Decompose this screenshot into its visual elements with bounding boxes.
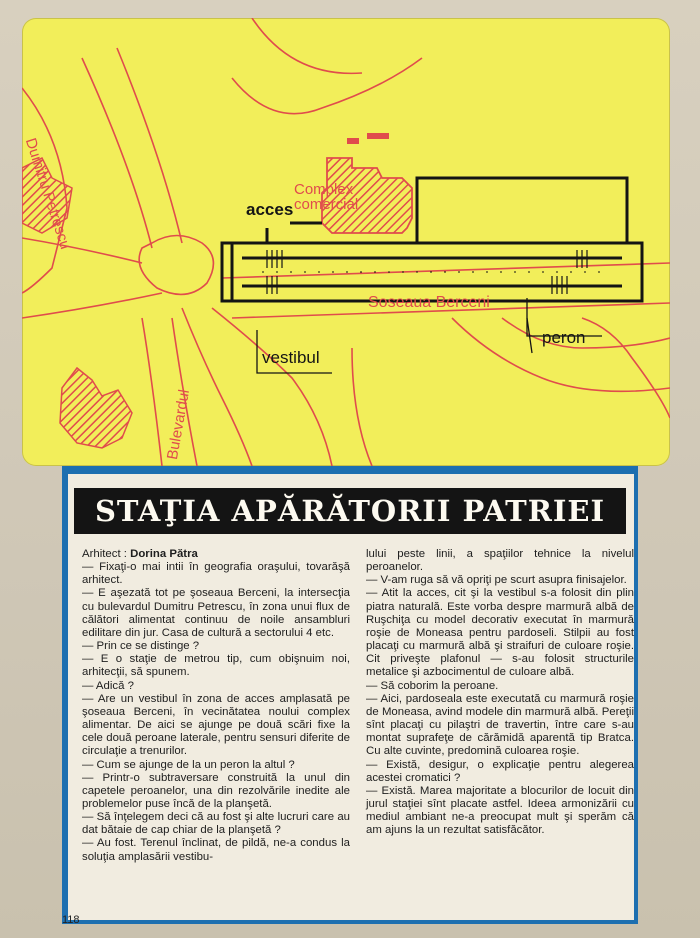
road-label-soseaua-berceni: Soseaua Berceni — [368, 294, 490, 311]
paragraph: — E o staţie de metrou tip, cum obişnuim noi, arhitecţii, să spunem. — [82, 653, 350, 679]
station-site-map — [22, 18, 670, 466]
article-title: STAŢIA APĂRĂTORII PATRIEI — [74, 488, 626, 534]
map-drawing — [22, 18, 670, 466]
platform-label: peron — [542, 328, 586, 347]
paragraph: — E aşezată tot pe şoseaua Berceni, la intersecţia cu bulevardul Dumitru Petrescu, în zona unui flux de călători alimentat continuu de noile ansambluri edilitare din jur. Casa de cultură a sectorului 4 etc. — [82, 587, 350, 639]
paragraph: — Printr-o subtraversare construită la unul din capetele peroanelor, una din rezolvările inedite ale problemelor puse încă de la planşetă. — [82, 771, 350, 810]
paragraph: — Există. Marea majoritate a blocurilor de locuit din jurul staţiei sînt placate astfel. Ideea armonizării cu mediul ambiant ne-a preocupat mult şi sperăm că am ajuns la un rezultat satisfăcător. — [366, 784, 634, 837]
paragraph: — Are un vestibul în zona de acces amplasată pe şoseaua Berceni, în vecinătatea noului complex alimentar. De aici se ajunge pe două scări fixe la cele două peroane laterale, pentru sensuri diferite de circulaţie a trenurilor. — [82, 692, 350, 758]
author-line — [82, 548, 350, 561]
paragraph: — Fixaţi-o mai intii în geografia oraşului, tovarăşă arhitect. — [82, 561, 350, 587]
page-number: 118 — [62, 914, 80, 926]
complex-label-line1: Complex — [294, 181, 354, 198]
boulevard-label: Bulevardul — [164, 388, 194, 461]
article-right-column — [366, 548, 634, 837]
paragraph: — Prin ce se distinge ? — [82, 640, 200, 653]
complex-marker-2 — [367, 133, 389, 139]
paragraph: lului peste linii, a spaţiilor tehnice la nivelul peroanelor. — [366, 548, 634, 574]
paragraph: — Atit la acces, cit şi la vestibul s-a folosit din plin piatra naturală. Este vorba despre marmură albă de Ruşchiţa cu model decorativ executat în marmură roşie de Moneasa pentru pardoseli. Stilpii au fost placaţi cu marmură albă şi straifuri de culoare roşie. Cit priveşte plafonul — s-au folosit structurile metalice şi azbocimentul de culoare albă. — [366, 587, 634, 679]
paragraph: — V-am ruga să vă opriţi pe scurt asupra finisajelor. — [366, 574, 627, 587]
paragraph: — Să coborim la peroane. — [366, 679, 499, 692]
paragraph: — Cum se ajunge de la un peron la altul ? — [82, 758, 295, 771]
paragraph: — Au fost. Terenul înclinat, de pildă, ne-a condus la soluţia amplasării vestibu- — [82, 837, 350, 863]
article-left-column — [82, 548, 350, 864]
author-label: Arhitect : — [82, 548, 127, 560]
complex-marker-1 — [347, 138, 359, 144]
paragraph: — Să înţelegem deci că au fost şi alte lucruri care au dat bătaie de cap chiar de la planşetă ? — [82, 811, 350, 837]
article-body — [68, 474, 634, 920]
paragraph: — Aici, pardoseala este executată cu marmură roşie de Moneasa, avind modele din marmură albă. Pereţii sînt placaţi cu pilaştri de travertin, între care s-au montat suprafeţe de cărămidă aparentă tip Bratca. Cu alte cuvinte, predomină culoarea roşie. — [366, 692, 634, 758]
vestibule-label: vestibul — [262, 348, 320, 367]
paragraph: — Există, desigur, o explicaţie pentru alegerea acestei cromatici ? — [366, 758, 634, 784]
building-bottom-left — [60, 368, 132, 448]
paragraph: — Adică ? — [82, 679, 134, 692]
access-label: acces — [246, 200, 294, 219]
author-name: Dorina Pătra — [130, 548, 198, 560]
station-plan — [222, 178, 642, 301]
article-frame — [62, 466, 638, 924]
street-label-dumitru-petrescu: Dumitru Petrescu — [22, 136, 74, 252]
complex-label-line2: comercial — [294, 196, 359, 213]
